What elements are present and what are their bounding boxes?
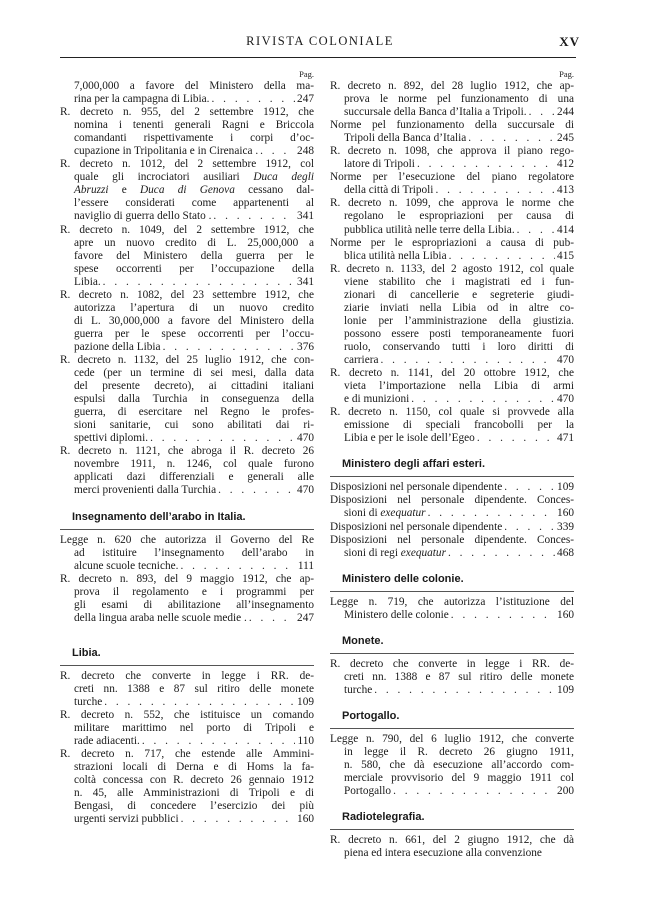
index-entry	[60, 670, 314, 709]
entry-line: Norme per le espropriazioni a causa di pub-	[330, 236, 574, 249]
index-entry	[330, 145, 574, 171]
entry-line: Libia. . . . 341	[60, 276, 314, 289]
index-entry	[60, 573, 314, 625]
entry-line: l’essere considerati come appartenenti al	[74, 197, 314, 210]
entry-line: Norme pel funzionamento della succursale di	[330, 119, 574, 132]
entry-line: R. decreto n. 1132, del 25 luglio 1912, che con-	[60, 353, 314, 366]
page-ref: 110	[297, 735, 314, 748]
entry-line: regolano le espropriazioni per causa di	[344, 210, 574, 223]
index-entry	[60, 80, 314, 106]
entry-line: coltà concessa con R. decreto 26 gennaio 1912	[74, 774, 314, 787]
running-header	[60, 34, 580, 54]
entry-line: spese occorrenti per l’occupazione della	[74, 262, 314, 275]
index-entry	[330, 596, 574, 622]
page-ref: 247	[297, 611, 314, 624]
index-entry	[330, 80, 574, 119]
index-entry	[60, 106, 314, 158]
entry-line: favore del Ministero della guerra per le	[74, 249, 314, 262]
section-heading: Insegnamento dell’arabo in Italia.	[72, 510, 246, 523]
entry-line: R. decreto n. 1121, che abroga il R. decreto 26	[60, 445, 314, 458]
entry-line: R. decreto n. 661, del 2 giugno 1912, che dà	[330, 834, 574, 847]
entry-line: turche . . . 109	[330, 684, 574, 697]
entry-line: alcune scuole tecniche. . . . 111	[60, 560, 314, 573]
entry-group	[330, 481, 574, 559]
entry-line: merciale provvisorio del 9 maggio 1911 col	[344, 772, 574, 785]
entry-line: Tripoli della Banca d’Italia . . . 245	[330, 132, 574, 145]
entry-line: della lingua araba nelle scuole medie . . . . 247	[60, 612, 314, 625]
entry-line: Libia e per le isole dell’Egeo . . . 471	[330, 432, 574, 445]
page-ref: 414	[557, 223, 574, 236]
page-ref: 412	[557, 158, 574, 171]
page-ref: 341	[297, 275, 314, 288]
page-ref: 471	[557, 432, 574, 445]
entry-line: applicati dazi differenziali e generali alle	[74, 471, 314, 484]
entry-line: R. decreto n. 1133, del 2 agosto 1912, col quale	[330, 262, 574, 275]
entry-line: Norme per l’esecuzione del piano regolatore	[330, 171, 574, 184]
entry-line: Bengasi, di concedere l’esercizio dei più	[74, 800, 314, 813]
entry-line: Legge n. 620 che autorizza il Governo del Re	[60, 533, 314, 546]
entry-line: gli esami di abilitazione all’insegnamento	[74, 598, 314, 611]
index-entry	[60, 445, 314, 497]
entry-line: n. 580, che dà esecuzione all’accordo com-	[344, 759, 574, 772]
entry-line: merci provenienti dalla Turchia . . . 470	[60, 484, 314, 497]
entry-line: ad istituire l’insegnamento dell’arabo in	[74, 546, 314, 559]
right-column	[330, 68, 574, 860]
entry-line: R. decreto che converte in legge i RR. de-	[330, 657, 574, 670]
page-ref: 470	[297, 484, 314, 497]
entry-line: R. decreto n. 1098, che approva il piano rego-	[330, 145, 574, 158]
entry-line: creti nn. 1388 e 87 sul ritiro delle monete	[74, 682, 314, 695]
entry-line: n. 45, alle Amministrazioni di Tripoli e di	[74, 787, 314, 800]
entry-line: ruolo, conservando tutti i loro diritti di	[344, 340, 574, 353]
index-entry	[330, 834, 574, 860]
entry-line: R. decreto n. 1150, col quale si provvede alla	[330, 406, 574, 419]
entry-line: blica utilità nella Libia . . . 415	[330, 250, 574, 263]
section-rule	[330, 591, 574, 592]
index-entry	[330, 733, 574, 798]
entry-line: espulsi dalla Turchia in conseguenza della	[74, 393, 314, 406]
entry-line: rade adiacenti. . . . 110	[60, 735, 314, 748]
entry-group	[60, 534, 314, 625]
index-entry	[330, 534, 574, 560]
entry-line: possono essere posti temporaneamente fuori	[344, 327, 574, 340]
entry-line: guerra, di esercitare nel Regno le profes-	[74, 406, 314, 419]
entry-group	[60, 670, 314, 827]
entry-line: turche . . . 109	[60, 696, 314, 709]
entry-line: emissione di speciali francobolli per la	[344, 419, 574, 432]
section-heading: Monete.	[342, 634, 384, 647]
entry-line: Ministero delle colonie . . . 160	[330, 609, 574, 622]
entry-line: spettivi diplomi. . . . 470	[60, 432, 314, 445]
index-entry	[60, 354, 314, 445]
page-ref: 200	[557, 785, 574, 798]
entry-line: succursale della Banca d’Italia a Tripoli. . . . 244	[330, 106, 574, 119]
index-entry	[330, 171, 574, 197]
entry-line: strazioni locali di Derna e di Homs la fa-	[74, 761, 314, 774]
entry-line: carriera . . . 470	[330, 354, 574, 367]
left-column	[60, 68, 314, 826]
entry-line: R. decreto n. 1141, del 20 ottobre 1912, che	[330, 367, 574, 380]
entry-line: R. decreto n. 1099, che approva le norme che	[330, 197, 574, 210]
index-entry	[330, 197, 574, 236]
entry-line: sioni di regi exequatur . . . 468	[330, 547, 574, 560]
entry-line: piena ed intera esecuzione alla convenzione	[344, 847, 542, 860]
entry-line: in legge il R. decreto 26 giugno 1911,	[344, 746, 574, 759]
page-ref: 247	[297, 93, 314, 106]
entry-line: novembre 1911, n. 1246, col quale furono	[74, 458, 314, 471]
index-entry	[60, 748, 314, 826]
page-ref: 160	[557, 608, 574, 621]
entry-group	[60, 106, 314, 497]
page-ref: 109	[557, 481, 574, 494]
page-ref: 339	[557, 520, 574, 533]
section-heading: Radiotelegrafia.	[342, 811, 425, 824]
entry-line: R. decreto n. 1082, del 23 settembre 1912, che	[60, 288, 314, 301]
entry-line: Disposizioni nel personale dipendente. Conces-	[330, 533, 574, 546]
page-ref: 470	[297, 432, 314, 445]
entry-line: guerra per le spese occorrenti per l’occu-	[74, 327, 314, 340]
page-ref: 109	[297, 696, 314, 709]
entry-line: Disposizioni nel personale dipendente . . . 109	[330, 481, 574, 494]
entry-line: cede (per un termine di sei mesi, dalla data	[74, 367, 314, 380]
index-entry	[60, 158, 314, 223]
entry-line: sioni sanitarie, cui sono abilitati dai ri-	[74, 419, 314, 432]
page-ref: 470	[557, 393, 574, 406]
entry-line: R. decreto n. 892, del 28 luglio 1912, che ap-	[330, 80, 574, 92]
index-entry	[330, 119, 574, 145]
entry-line: R. decreto n. 1049, del 2 settembre 1912, che	[60, 223, 314, 236]
entry-line: di L. 30,000,000 a favore del Ministero della	[74, 314, 314, 327]
entry-line: pubblica utilità nelle terre della Libia. . . . 414	[330, 224, 574, 237]
entry-line: R. decreto n. 1012, del 2 settembre 1912, col	[60, 158, 314, 171]
index-entry	[330, 481, 574, 494]
page-ref: 415	[557, 249, 574, 262]
entry-line: della città di Tripoli . . . 413	[330, 184, 574, 197]
section-rule	[330, 728, 574, 729]
entry-line: lonie per l’amministrazione della giustizia.	[344, 314, 574, 327]
pag-label: Pag.	[559, 69, 574, 79]
entry-line: autorizza l’apertura di un nuovo credito	[74, 301, 314, 314]
entry-line: prova le norme pel funzionamento di una	[344, 93, 574, 106]
section-rule	[330, 653, 574, 654]
entry-line: rina per la campagna di Libia. . . . 247	[60, 93, 314, 106]
index-entry	[330, 406, 574, 445]
page-ref: 470	[557, 353, 574, 366]
entry-group	[330, 834, 574, 860]
entry-line: Legge n. 719, che autorizza l’istituzione del	[330, 595, 574, 608]
index-entry	[330, 521, 574, 534]
section-rule	[60, 529, 314, 530]
entry-line: latore di Tripoli . . . 412	[330, 158, 574, 171]
entry-group	[330, 658, 574, 697]
entry-line: R. decreto n. 955, del 2 settembre 1912, che	[60, 106, 314, 119]
section-heading: Portogallo.	[342, 709, 400, 722]
entry-line: R. decreto n. 717, che estende alle Ammini-	[60, 748, 314, 761]
entry-group	[330, 596, 574, 622]
entry-line: Abruzzi e Duca di Genova cessano dal-	[74, 184, 314, 197]
page-ref: 160	[297, 813, 314, 826]
page-ref: 109	[557, 683, 574, 696]
index-entry	[330, 367, 574, 406]
page-ref: 413	[557, 184, 574, 197]
section-heading: Ministero degli affari esteri.	[342, 458, 486, 471]
journal-title: RIVISTA COLONIALE	[246, 34, 394, 48]
section-heading: Ministero delle colonie.	[342, 572, 464, 585]
index-entry	[60, 289, 314, 354]
entry-line: R. decreto che converte in legge i RR. de-	[60, 669, 314, 682]
pag-label: Pag.	[299, 69, 314, 79]
entry-line: Portogallo . . . 200	[330, 785, 574, 798]
entry-group	[330, 733, 574, 798]
entry-line: viene stabilito che i magistrati ed i fun-	[344, 275, 574, 288]
entry-line: vieta l’importazione nella Libia di armi	[344, 380, 574, 393]
page-ref: 468	[557, 546, 574, 559]
entry-line: prova il regolamento e i programmi per	[74, 585, 314, 598]
entry-line: naviglio di guerra dello Stato . . . . 341	[60, 210, 314, 223]
page-ref: 376	[297, 340, 314, 353]
index-entry	[330, 263, 574, 367]
entry-line: urgenti servizi pubblici . . . 160	[60, 813, 314, 826]
index-entry	[330, 494, 574, 520]
entry-line: comandanti rispettivamente i corpi d’oc-	[74, 132, 314, 145]
page-ref: 248	[297, 145, 314, 158]
entry-line: cupazione in Tripolitania e in Cirenaica . . . . 248	[60, 145, 314, 158]
index-entry	[330, 237, 574, 263]
entry-line: creti nn. 1388 e 87 sul ritiro delle monete	[344, 670, 574, 683]
entry-line: quale gli incrociatori ausiliari Duca degli	[74, 171, 314, 184]
entry-line: Legge n. 790, del 6 luglio 1912, che converte	[330, 733, 574, 746]
page-ref: 244	[557, 106, 574, 119]
index-entry	[60, 224, 314, 289]
index-entry	[60, 534, 314, 573]
entry-line: Disposizioni nel personale dipendente . . . 339	[330, 521, 574, 534]
entry-line: Disposizioni nel personale dipendente. Conces-	[330, 494, 574, 507]
entry-line: e di munizioni . . . 470	[330, 393, 574, 406]
page-numeral: XV	[559, 34, 580, 49]
section-rule	[330, 476, 574, 477]
entry-line: apre un nuovo credito di L. 25,000,000 a	[74, 236, 314, 249]
page-ref: 160	[557, 507, 574, 520]
section-heading: Libia.	[72, 646, 101, 659]
section-rule	[330, 829, 574, 830]
entry-line: zionari di cancellerie e segreterie giudi-	[344, 288, 574, 301]
entry-group	[330, 80, 574, 445]
index-entry	[330, 658, 574, 697]
entry-line: del presente decreto), ai cittadini italiani	[74, 380, 314, 393]
entry-line: sioni di exequatur . . . 160	[330, 507, 574, 520]
index-entry	[60, 709, 314, 748]
entry-line: nomina i tenenti generali Ragni e Briccola	[74, 119, 314, 132]
page-ref: 111	[297, 559, 314, 572]
entry-line: militare marittimo nel porto di Tripoli e	[74, 722, 314, 735]
entry-line: ziarie inviati nella Libia od in altre co-	[344, 301, 574, 314]
header-rule	[60, 57, 576, 58]
entry-line: pazione della Libia . . . 376	[60, 341, 314, 354]
entry-line: R. decreto n. 552, che istituisce un comando	[60, 709, 314, 722]
entry-line: R. decreto n. 893, del 9 maggio 1912, che ap-	[60, 572, 314, 585]
page-ref: 245	[557, 132, 574, 145]
entry-line: 7,000,000 a favore del Ministero della ma-	[74, 80, 314, 92]
section-rule	[60, 665, 314, 666]
page-ref: 341	[297, 210, 314, 223]
